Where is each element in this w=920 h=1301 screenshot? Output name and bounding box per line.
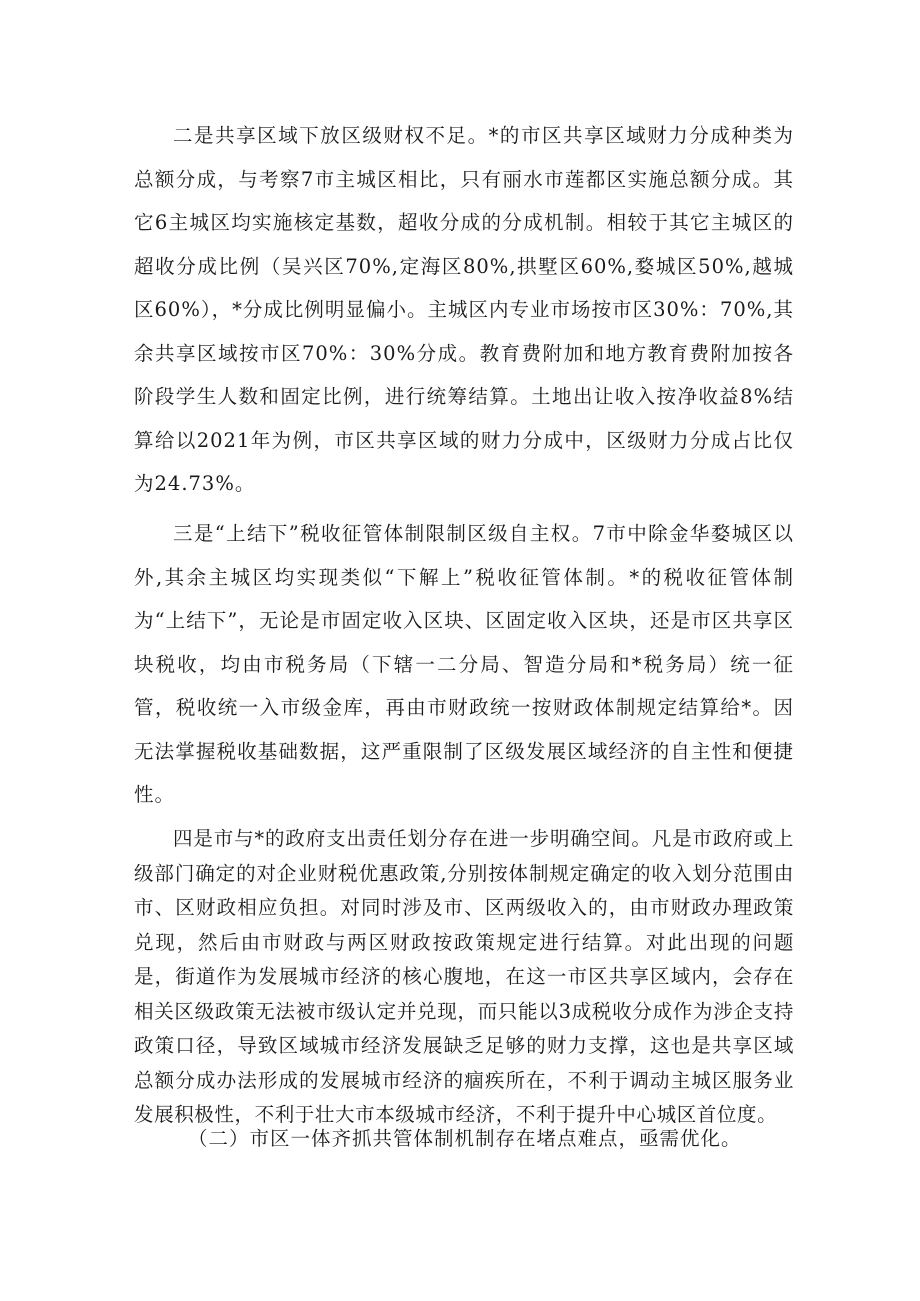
paragraph-expenditure-responsibility: 四是市与*的政府支出责任划分存在进一步明确空间。凡是市政府或上级部门确定的对企业财税优惠政策,分别按体制规定确定的收入划分范围由市、区财政相应负担。对同时涉及市、区两级收入的，由市财政办理政策兑现，然后由市财政与两区财政按政策规定进行结算。对此出现的问题是，街道作为发展城市经济的核心腹地，在这一市区共享区域内，会存在相关区级政策无法被市级认定并兑现，而只能以3成税收分成作为涉企支持政策口径，导致区域城市经济发展缺乏足够的财力支撑，这也是共享区域总额分成办法形成的发展城市经济的痼疾所在，不利于调动主城区服务业发展积极性，不利于壮大市本级城市经济，不利于提升中心城区首位度。 [134,827,794,1126]
paragraph-tax-collection-system: 三是“上结下”税收征管体制限制区级自主权。7市中除金华婺城区以外,其余主城区均实现类似“下解上”税收征管体制。*的税收征管体制为“上结下”，无论是市固定收入区块、区固定收入区块，还是市区共享区块税收，均由市税务局（下辖一二分局、智造分局和*税务局）统一征管，税收统一入市级金库，再由市财政统一按财政体制规定结算给*。因无法掌握税收基础数据，这严重限制了区级发展区域经济的自主性和便捷性。 [134,522,794,806]
paragraph-shared-area-fiscal-rights: 二是共享区域下放区级财权不足。*的市区共享区域财力分成种类为总额分成，与考察7市主城区相比，只有丽水市莲都区实施总额分成。其它6主城区均实施核定基数，超收分成的分成机制。相较于其它主城区的超收分成比例（吴兴区70%,定海区80%,拱墅区60%,婺城区50%,越城区60%），*分成比例明显偏小。主城区内专业市场按市区30%：70%,其余共享区域按市区70%：30%分成。教育费附加和地方教育费附加按各阶段学生人数和固定比例，进行统筹结算。土地出让收入按净收益8%结算给以2021年为例，市区共享区域的财力分成中，区级财力分成占比仅为24.73%。 [134,124,794,495]
section-heading: （二）市区一体齐抓共管体制机制存在堵点难点，亟需优化。 [188,1127,742,1150]
